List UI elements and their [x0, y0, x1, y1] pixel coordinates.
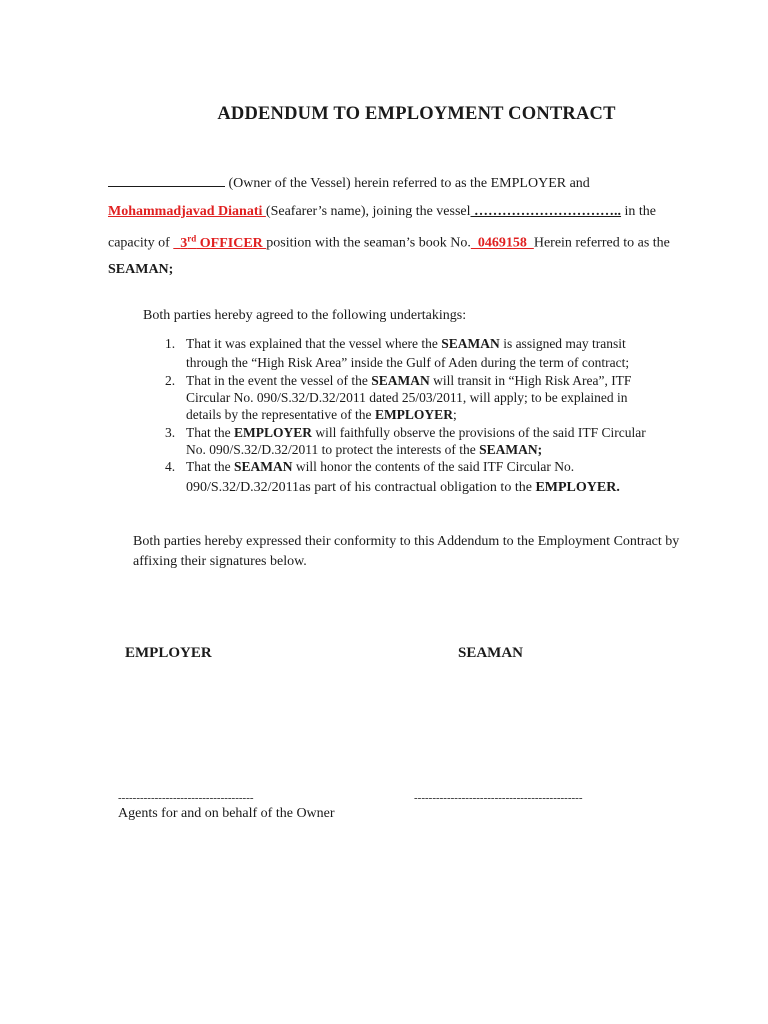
- list-item-continuation: [186, 441, 542, 458]
- item-text: will honor the contents of the said ITF Circular No.: [292, 459, 575, 474]
- item-bold: SEAMAN;: [479, 442, 543, 457]
- vessel-dots: …………………………..: [470, 204, 622, 219]
- employer-signature-line: -------------------------------------: [118, 792, 254, 804]
- list-item-continuation: [186, 406, 457, 423]
- item-text: That it was explained that the vessel where the: [186, 336, 442, 351]
- seaman-definition: SEAMAN;: [108, 262, 174, 277]
- intro-line-3: [108, 233, 670, 252]
- herein-text: Herein referred to as the: [533, 235, 670, 251]
- item-text: is assigned may transit: [499, 336, 626, 351]
- item-bold: SEAMAN: [441, 336, 500, 351]
- intro-line-1: [108, 174, 590, 192]
- seaman-signature-label: SEAMAN: [458, 645, 524, 661]
- item-bold: SEAMAN: [233, 459, 293, 474]
- list-item: [165, 372, 632, 389]
- employer-signature-label: EMPLOYER: [125, 645, 212, 661]
- item-text: No. 090/S.32/D.32/2011 to protect the interests of the: [186, 442, 480, 457]
- rank-number: 3: [180, 235, 188, 251]
- seaman-signature-line: ----------------------------------------------: [414, 792, 583, 804]
- in-the-text: in the: [621, 204, 657, 219]
- rank-text: OFFICER: [196, 235, 267, 251]
- item-text: ;: [452, 407, 457, 422]
- item-bold: EMPLOYER: [233, 425, 312, 440]
- rank-field: [173, 233, 267, 251]
- list-item: [165, 424, 646, 441]
- item-text: That the: [186, 459, 234, 474]
- book-number: 0469158: [470, 235, 534, 251]
- item-text: details by the representative of the: [186, 407, 375, 422]
- list-item-continuation: [186, 479, 620, 496]
- item-text: That in the event the vessel of the: [186, 373, 372, 388]
- item-text: Circular No. 090/S.32/D.32/2011 dated 25/03/2011, will apply; to be explained in: [186, 390, 628, 405]
- item-text: through the “High Risk Area” inside the Gulf of Aden during the term of contract;: [186, 355, 630, 370]
- list-number: 1.: [165, 336, 176, 351]
- rank-superscript: rd: [187, 233, 197, 243]
- list-number: 3.: [165, 425, 176, 440]
- list-number: 2.: [165, 373, 176, 388]
- item-text: 090/S.32/D.32/2011as part of his contractual obligation to the: [186, 480, 536, 495]
- item-bold: EMPLOYER.: [535, 480, 620, 495]
- list-item-continuation: [186, 354, 629, 371]
- owner-text: (Owner of the Vessel) herein referred to as the EMPLOYER and: [225, 176, 590, 191]
- item-bold: EMPLOYER: [374, 407, 453, 422]
- list-item-continuation: [186, 389, 627, 406]
- capacity-text: capacity of: [108, 235, 174, 251]
- seafarer-name: Mohammadjavad Dianati: [108, 204, 266, 219]
- item-text: That the: [186, 425, 234, 440]
- item-text: will faithfully observe the provisions of the said ITF Circular: [312, 425, 646, 440]
- list-item: [165, 458, 575, 475]
- owner-blank: [108, 174, 225, 187]
- conformity-line-2: affixing their signatures below.: [133, 554, 307, 569]
- agreed-intro: Both parties hereby agreed to the following undertakings:: [143, 308, 467, 323]
- agents-caption: Agents for and on behalf of the Owner: [118, 806, 335, 821]
- list-item: [165, 335, 626, 352]
- seafarer-text: (Seafarer’s name), joining the vessel: [265, 204, 471, 219]
- document-title: ADDENDUM TO EMPLOYMENT CONTRACT: [217, 104, 616, 124]
- item-text: will transit in “High Risk Area”, ITF: [429, 373, 632, 388]
- item-bold: SEAMAN: [371, 373, 430, 388]
- list-number: 4.: [165, 459, 176, 474]
- intro-line-2: [108, 204, 656, 220]
- position-text: position with the seaman’s book No.: [266, 235, 471, 251]
- conformity-line-1: Both parties hereby expressed their conformity to this Addendum to the Employment Contract by: [133, 534, 680, 549]
